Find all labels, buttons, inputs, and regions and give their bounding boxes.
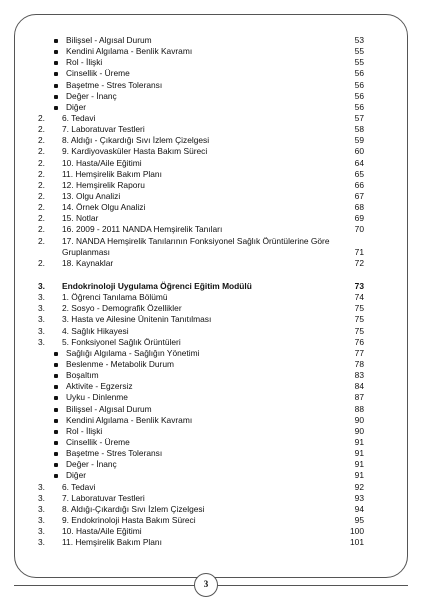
toc-entry (38, 35, 364, 46)
toc-entry (38, 68, 364, 79)
toc-entry-page: 84 (354, 381, 364, 392)
toc-entry (38, 135, 364, 146)
bullet-icon (54, 363, 58, 367)
toc-entry (38, 113, 364, 124)
toc-entry (38, 224, 364, 235)
toc-entry (38, 236, 364, 258)
toc-entry (38, 348, 364, 359)
bullet-icon (54, 84, 58, 88)
toc-entry-chapter: 2. (38, 257, 45, 268)
bullet-icon (54, 419, 58, 423)
bullet-icon (54, 39, 58, 43)
toc-entry (38, 337, 364, 348)
toc-entry-page: 74 (354, 292, 364, 303)
table-of-contents (38, 35, 364, 548)
toc-entry (38, 213, 364, 224)
toc-entry (38, 326, 364, 337)
toc-entry-title: 17. NANDA Hemşirelik Tanılarının Fonksiyonel Sağlık Örüntülerine Göre Gruplanması (62, 235, 330, 257)
toc-entry-title: 18. Kaynaklar (62, 257, 114, 268)
toc-entry-title: Başetme - Stres Toleransı (66, 79, 163, 90)
toc-entry-chapter: 3. (38, 503, 45, 514)
toc-entry-page: 66 (354, 179, 364, 190)
toc-entry-page: 92 (354, 481, 364, 492)
bullet-icon (54, 441, 58, 445)
toc-entry-page: 94 (354, 503, 364, 514)
toc-entry (38, 202, 364, 213)
toc-entry-page: 72 (354, 257, 364, 268)
toc-entry-title: Bilişsel - Algısal Durum (66, 35, 152, 45)
toc-entry-title: 1. Öğrenci Tanılama Bölümü (62, 292, 168, 303)
toc-entry-chapter: 2. (38, 112, 45, 123)
toc-entry-title: Kendini Algılama - Benlik Kavramı (66, 46, 193, 57)
toc-entry-page: 69 (354, 213, 364, 224)
toc-entry-title: Rol - İlişki (66, 57, 103, 68)
toc-entry-chapter: 2. (38, 124, 45, 135)
toc-entry-page: 91 (354, 459, 364, 470)
toc-entry-page: 83 (354, 370, 364, 381)
toc-entry-page: 101 (350, 537, 364, 548)
toc-entry (38, 404, 364, 415)
toc-entry-page: 90 (354, 425, 364, 436)
toc-entry-chapter: 2. (38, 146, 45, 157)
toc-entry-page: 55 (354, 46, 364, 57)
toc-entry-page: 55 (354, 57, 364, 68)
toc-entry-page: 75 (354, 303, 364, 314)
toc-entry (38, 303, 364, 314)
toc-entry-title: Cinsellik - Üreme (66, 436, 130, 447)
toc-entry-title: Rol - İlişki (66, 425, 103, 436)
toc-entry-title: Uyku - Dinlenme (66, 392, 128, 403)
toc-entry-title: 6. Tedavi (62, 112, 96, 123)
toc-entry (38, 57, 364, 68)
toc-entry-page: 75 (354, 325, 364, 336)
toc-entry-page: 56 (354, 101, 364, 112)
toc-entry-title: 7. Laboratuvar Testleri (62, 492, 145, 503)
toc-entry-title: Diğer (66, 470, 87, 481)
toc-entry (38, 191, 364, 202)
toc-entry-title: Cinsellik - Üreme (66, 68, 130, 79)
toc-entry-title: Değer - İnanç (66, 90, 117, 101)
toc-entry-page: 60 (354, 146, 364, 157)
toc-entry-chapter: 3. (38, 314, 45, 325)
toc-entry-page: 91 (354, 436, 364, 447)
toc-entry-title: 8. Aldığı - Çıkardığı Sıvı İzlem Çizelgesi (62, 135, 210, 146)
toc-entry (38, 102, 364, 113)
toc-entry-chapter: 3. (38, 481, 45, 492)
toc-entry-page: 87 (354, 392, 364, 403)
toc-entry-page: 59 (354, 135, 364, 146)
toc-entry (38, 314, 364, 325)
toc-entry (38, 258, 364, 269)
toc-entry-page: 64 (354, 157, 364, 168)
bullet-icon (54, 463, 58, 467)
toc-entry-chapter: 2. (38, 224, 45, 235)
toc-entry-chapter: 2. (38, 157, 45, 168)
toc-entry-page: 56 (354, 68, 364, 79)
toc-entry (38, 392, 364, 403)
bullet-icon (54, 352, 58, 356)
toc-entry-page: 75 (354, 314, 364, 325)
toc-entry-page: 88 (354, 403, 364, 414)
toc-entry-title: Bilişsel - Algısal Durum (66, 403, 152, 414)
toc-entry (38, 426, 364, 437)
toc-entry-title: Boşaltım (66, 370, 99, 381)
bullet-icon (54, 72, 58, 76)
toc-entry-title: Kendini Algılama - Benlik Kavramı (66, 414, 193, 425)
toc-entry-page: 91 (354, 470, 364, 481)
toc-entry-page: 77 (354, 347, 364, 358)
toc-entry-chapter: 2. (38, 202, 45, 213)
toc-entry-title: 13. Olgu Analizi (62, 190, 121, 201)
toc-entry-chapter: 3. (38, 292, 45, 303)
toc-entry-chapter: 3. (38, 514, 45, 525)
toc-entry-page: 70 (354, 224, 364, 235)
toc-entry-chapter: 2. (38, 135, 45, 146)
toc-entry-chapter: 2. (38, 213, 45, 224)
toc-entry-title: 16. 2009 - 2011 NANDA Hemşirelik Tanıları (62, 224, 223, 235)
toc-entry (38, 470, 364, 481)
toc-entry-title: 10. Hasta/Aile Eğitimi (62, 526, 142, 537)
toc-entry (38, 537, 364, 548)
toc-entry (38, 169, 364, 180)
toc-entry-chapter: 3. (38, 526, 45, 537)
toc-entry-title: Değer - İnanç (66, 459, 117, 470)
toc-entry-chapter: 3. (38, 325, 45, 336)
toc-entry-page: 57 (354, 112, 364, 123)
toc-entry-chapter: 3. (38, 537, 45, 548)
toc-entry (38, 448, 364, 459)
toc-section-heading (38, 281, 364, 292)
toc-entry (38, 158, 364, 169)
page-number-badge: 3 (194, 573, 218, 597)
toc-entry-title: 15. Notlar (62, 213, 99, 224)
toc-entry (38, 46, 364, 57)
toc-entry-title: 5. Fonksiyonel Sağlık Örüntüleri (62, 336, 181, 347)
toc-entry (38, 381, 364, 392)
bullet-icon (54, 50, 58, 54)
toc-entry (38, 292, 364, 303)
toc-entry (38, 91, 364, 102)
bullet-icon (54, 61, 58, 65)
toc-entry-title: Aktivite - Egzersiz (66, 381, 133, 392)
toc-entry-title: 9. Endokrinoloji Hasta Bakım Süreci (62, 514, 196, 525)
bullet-icon (54, 408, 58, 412)
toc-entry-title: 11. Hemşirelik Bakım Planı (62, 168, 162, 179)
toc-entry-page: 56 (354, 90, 364, 101)
toc-entry (38, 493, 364, 504)
toc-entry (38, 437, 364, 448)
toc-entry-title: 6. Tedavi (62, 481, 96, 492)
bullet-icon (54, 474, 58, 478)
toc-entry-title: Başetme - Stres Toleransı (66, 448, 163, 459)
toc-entry-page: 95 (354, 514, 364, 525)
toc-entry (38, 124, 364, 135)
toc-entry-page: 76 (354, 336, 364, 347)
toc-entry-chapter: 2. (38, 179, 45, 190)
bullet-icon (54, 95, 58, 99)
toc-entry (38, 415, 364, 426)
toc-entry-page: 91 (354, 448, 364, 459)
toc-entry-page: 100 (350, 526, 364, 537)
toc-entry-page: 68 (354, 202, 364, 213)
toc-entry-page: 93 (354, 492, 364, 503)
toc-entry-page: 56 (354, 79, 364, 90)
toc-entry-chapter: 2. (38, 190, 45, 201)
toc-entry-page: 58 (354, 124, 364, 135)
bullet-icon (54, 430, 58, 434)
toc-entry-page: 90 (354, 414, 364, 425)
toc-entry (38, 180, 364, 191)
toc-entry-page: 65 (354, 168, 364, 179)
toc-entry-chapter: 3. (38, 336, 45, 347)
toc-entry (38, 146, 364, 157)
toc-entry-title: 4. Sağlık Hikayesi (62, 325, 129, 336)
toc-entry-page: 67 (354, 190, 364, 201)
toc-entry-chapter: 2. (38, 168, 45, 179)
toc-entry-page: 78 (354, 358, 364, 369)
toc-entry (38, 459, 364, 470)
toc-entry-page: 71 (354, 246, 364, 257)
toc-entry-title: Endokrinoloji Uygulama Öğrenci Eğitim Modülü (62, 280, 252, 291)
toc-entry-title: 11. Hemşirelik Bakım Planı (62, 537, 162, 548)
toc-entry (38, 526, 364, 537)
toc-entry-chapter: 2. (38, 235, 45, 246)
toc-entry-title: 8. Aldığı-Çıkardığı Sıvı İzlem Çizelgesi (62, 503, 205, 514)
section-spacer (38, 269, 364, 281)
toc-entry-title: 12. Hemşirelik Raporu (62, 179, 145, 190)
toc-entry (38, 359, 364, 370)
bullet-icon (54, 374, 58, 378)
bullet-icon (54, 385, 58, 389)
toc-entry-title: Beslenme - Metabolik Durum (66, 358, 174, 369)
toc-entry (38, 515, 364, 526)
bullet-icon (54, 396, 58, 400)
toc-entry-title: 2. Sosyo - Demografik Özellikler (62, 303, 182, 314)
toc-entry-page: 73 (354, 280, 364, 291)
toc-entry-title: Diğer (66, 101, 87, 112)
toc-entry-chapter: 3. (38, 492, 45, 503)
toc-entry-title: 7. Laboratuvar Testleri (62, 124, 145, 135)
toc-entry-chapter: 3. (38, 280, 45, 291)
toc-entry (38, 504, 364, 515)
toc-entry-title: 9. Kardiyovasküler Hasta Bakım Süreci (62, 146, 208, 157)
toc-entry (38, 80, 364, 91)
toc-entry-title: Sağlığı Algılama - Sağlığın Yönetimi (66, 347, 200, 358)
toc-entry-title: 3. Hasta ve Ailesine Ünitenin Tanıtılması (62, 314, 212, 325)
toc-entry (38, 482, 364, 493)
toc-entry-chapter: 3. (38, 303, 45, 314)
toc-entry-title: 14. Örnek Olgu Analizi (62, 202, 146, 213)
toc-entry-title: 10. Hasta/Aile Eğitimi (62, 157, 142, 168)
bullet-icon (54, 452, 58, 456)
bullet-icon (54, 106, 58, 110)
toc-entry-page: 53 (354, 35, 364, 45)
toc-entry (38, 370, 364, 381)
